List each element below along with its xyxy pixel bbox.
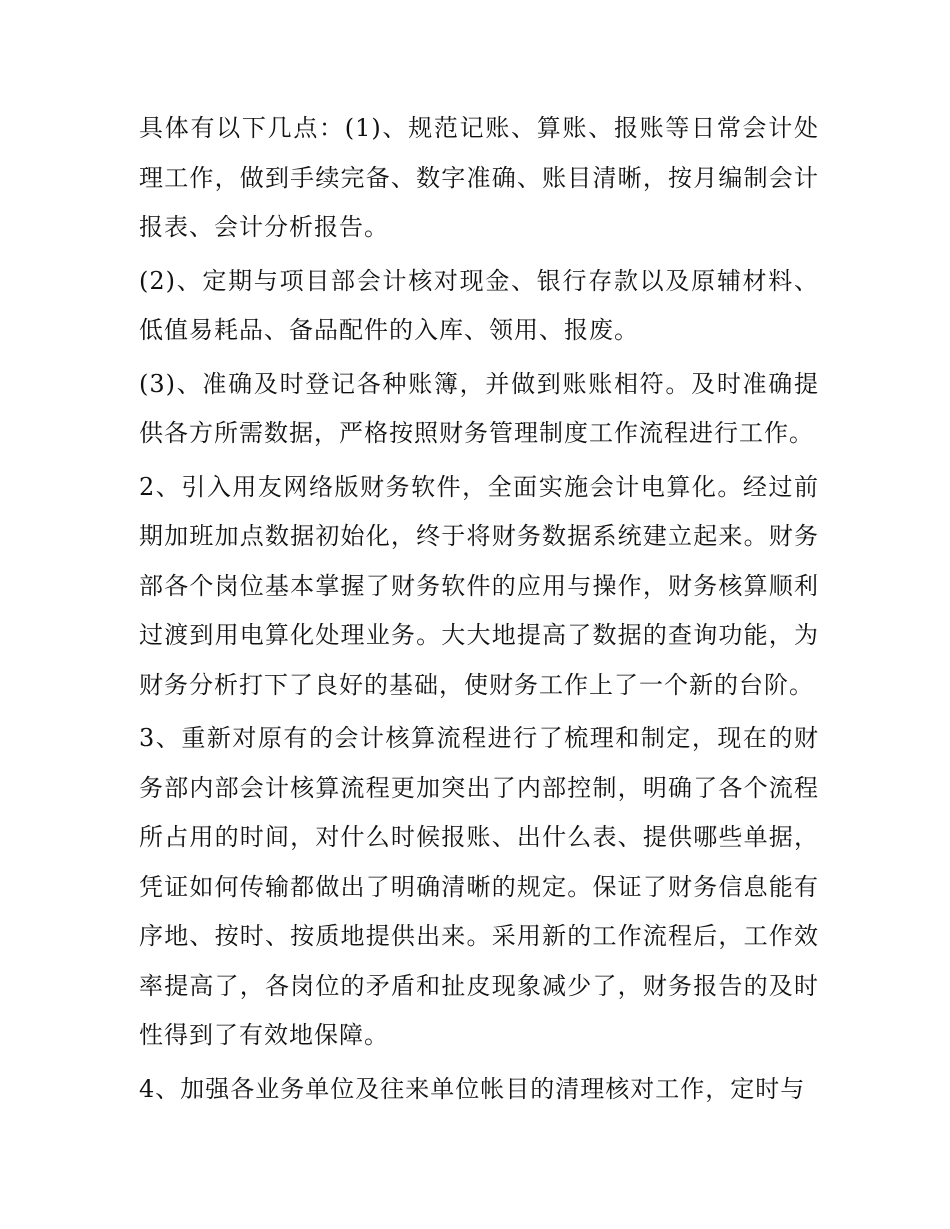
paragraph-point-3: (3)、准确及时登记各种账簿，并做到账账相符。及时准确提供各方所需数据，严格按照财务管理制度工作流程进行工作。 (139, 369, 819, 447)
paragraph-item-3: 3、重新对原有的会计核算流程进行了梳理和制定，现在的财务部内部会计核算流程更加突出了内部控制，明确了各个流程所占用的时间，对什么时候报账、出什么表、提供哪些单据，凭证如何传输都做出了明确清晰的规定。保证了财务信息能有序地、按时、按质地提供出来。采用新的工作流程后，工作效率提高了，各岗位的矛盾和扯皮现象减少了，财务报告的及时性得到了有效地保障。 (139, 724, 819, 1049)
paragraph-item-2: 2、引入用友网络版财务软件，全面实施会计电算化。经过前期加班加点数据初始化，终于将财务数据系统建立起来。财务部各个岗位基本掌握了财务软件的应用与操作，财务核算顺利过渡到用电算化处理业务。大大地提高了数据的查询功能，为财务分析打下了良好的基础，使财务工作上了一个新的台阶。 (139, 472, 819, 699)
document-body (139, 104, 819, 1114)
paragraph-point-1: 具体有以下几点：(1)、规范记账、算账、报账等日常会计处理工作，做到手续完备、数字准确、账目清晰，按月编制会计报表、会计分析报告。 (139, 114, 819, 241)
paragraph-point-2: (2)、定期与项目部会计核对现金、银行存款以及原辅材料、低值易耗品、备品配件的入库、领用、报废。 (139, 266, 819, 344)
paragraph-item-4: 4、加强各业务单位及往来单位帐目的清理核对工作，定时与 (139, 1074, 806, 1103)
